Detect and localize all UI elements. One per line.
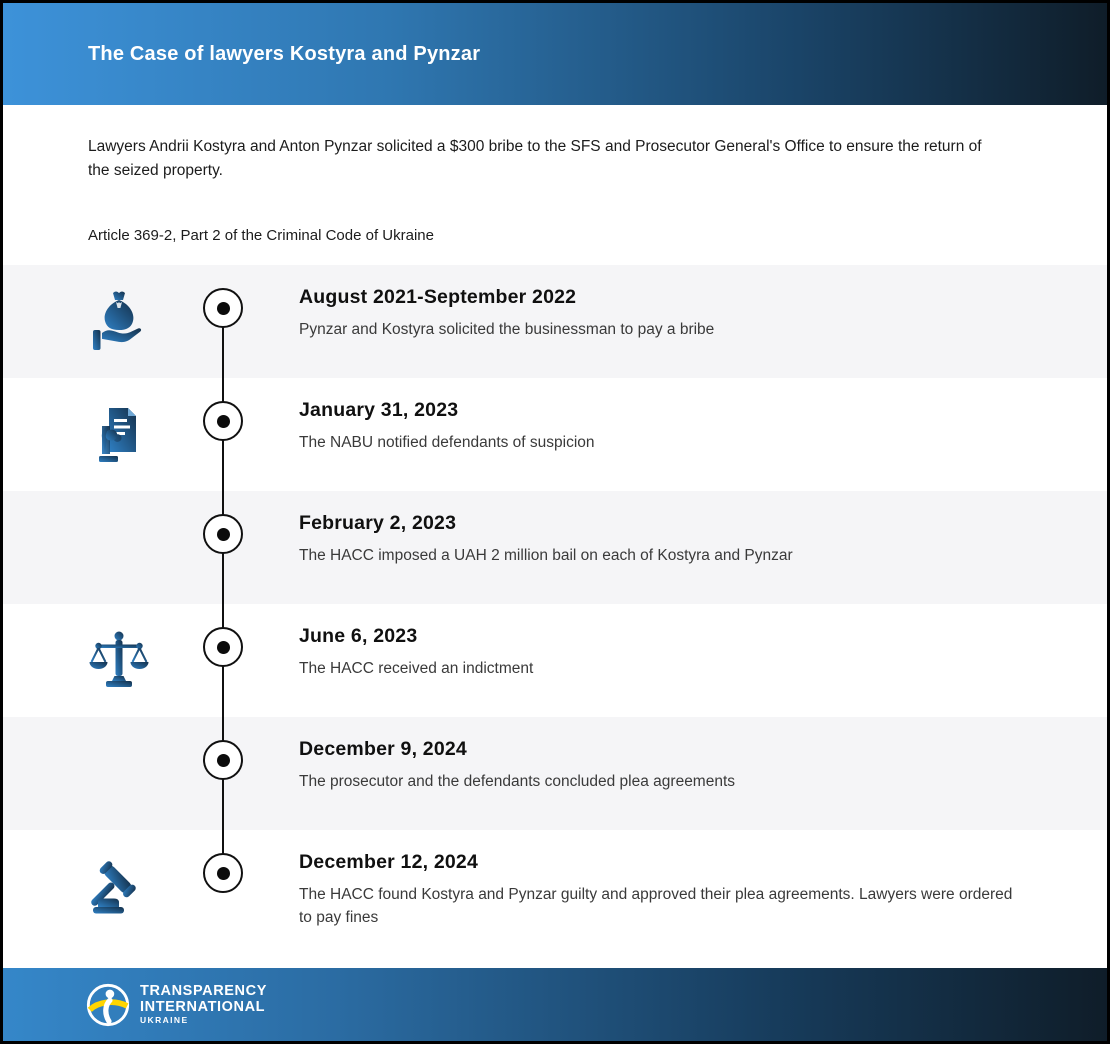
event-description: Pynzar and Kostyra solicited the businessman to pay a bribe <box>299 321 715 338</box>
logo-text <box>140 983 267 1026</box>
event-date: August 2021-September 2022 <box>299 286 577 308</box>
timeline-node-dot <box>203 740 243 780</box>
page-title: The Case of lawyers Kostyra and Pynzar <box>88 42 481 65</box>
no-icon-spacer <box>87 491 151 604</box>
event-date: December 12, 2024 <box>299 851 479 873</box>
timeline-node-dot <box>203 288 243 328</box>
document-in-hand-icon <box>87 378 151 491</box>
timeline-connector <box>203 830 243 965</box>
case-summary-text: Lawyers Andrii Kostyra and Anton Pynzar solicited a $300 bribe to the SFS and Prosecutor General's Office to ensure the return of the seized property. <box>88 138 982 179</box>
timeline-row <box>3 265 1107 378</box>
event-date: December 9, 2024 <box>299 738 467 760</box>
intro-section <box>3 105 1107 265</box>
timeline-node-dot <box>203 853 243 893</box>
timeline-event <box>299 604 533 717</box>
criminal-code-article-text: Article 369-2, Part 2 of the Criminal Code of Ukraine <box>88 227 434 244</box>
timeline-connector <box>203 378 243 491</box>
timeline-event <box>299 830 1017 965</box>
timeline-event <box>299 378 595 491</box>
timeline-node-dot <box>203 627 243 667</box>
timeline-event <box>299 491 793 604</box>
money-bag-in-hand-icon <box>87 265 151 378</box>
timeline-row <box>3 491 1107 604</box>
no-icon-spacer <box>87 717 151 830</box>
timeline-row <box>3 378 1107 491</box>
timeline-row <box>3 717 1107 830</box>
timeline-row <box>3 604 1107 717</box>
footer-banner <box>3 968 1107 1041</box>
timeline-event <box>299 717 735 830</box>
timeline-connector <box>203 717 243 830</box>
event-date: February 2, 2023 <box>299 512 457 534</box>
globe-logo-icon <box>85 982 131 1028</box>
event-date: June 6, 2023 <box>299 625 418 647</box>
timeline-connector <box>203 265 243 378</box>
header-banner <box>3 3 1107 105</box>
timeline-connector <box>203 604 243 717</box>
timeline-connector <box>203 491 243 604</box>
timeline <box>3 265 1107 965</box>
gavel-icon <box>87 830 151 965</box>
timeline-row <box>3 830 1107 965</box>
event-description: The prosecutor and the defendants concluded plea agreements <box>299 773 736 790</box>
timeline-event <box>299 265 714 378</box>
logo-line-1: TRANSPARENCY <box>140 983 267 999</box>
event-description: The NABU notified defendants of suspicion <box>299 434 595 451</box>
logo-line-2: INTERNATIONAL <box>140 999 266 1015</box>
event-description: The HACC received an indictment <box>299 660 534 677</box>
event-description: The HACC imposed a UAH 2 million bail on each of Kostyra and Pynzar <box>299 547 793 564</box>
event-date: January 31, 2023 <box>299 399 459 421</box>
timeline-node-dot <box>203 401 243 441</box>
event-description: The HACC found Kostyra and Pynzar guilty and approved their plea agreements. Lawyers were ordered to pay fines <box>299 886 1013 926</box>
timeline-node-dot <box>203 514 243 554</box>
scales-of-justice-icon <box>87 604 151 717</box>
logo-line-3: UKRAINE <box>140 1015 189 1025</box>
transparency-international-logo <box>85 982 267 1028</box>
